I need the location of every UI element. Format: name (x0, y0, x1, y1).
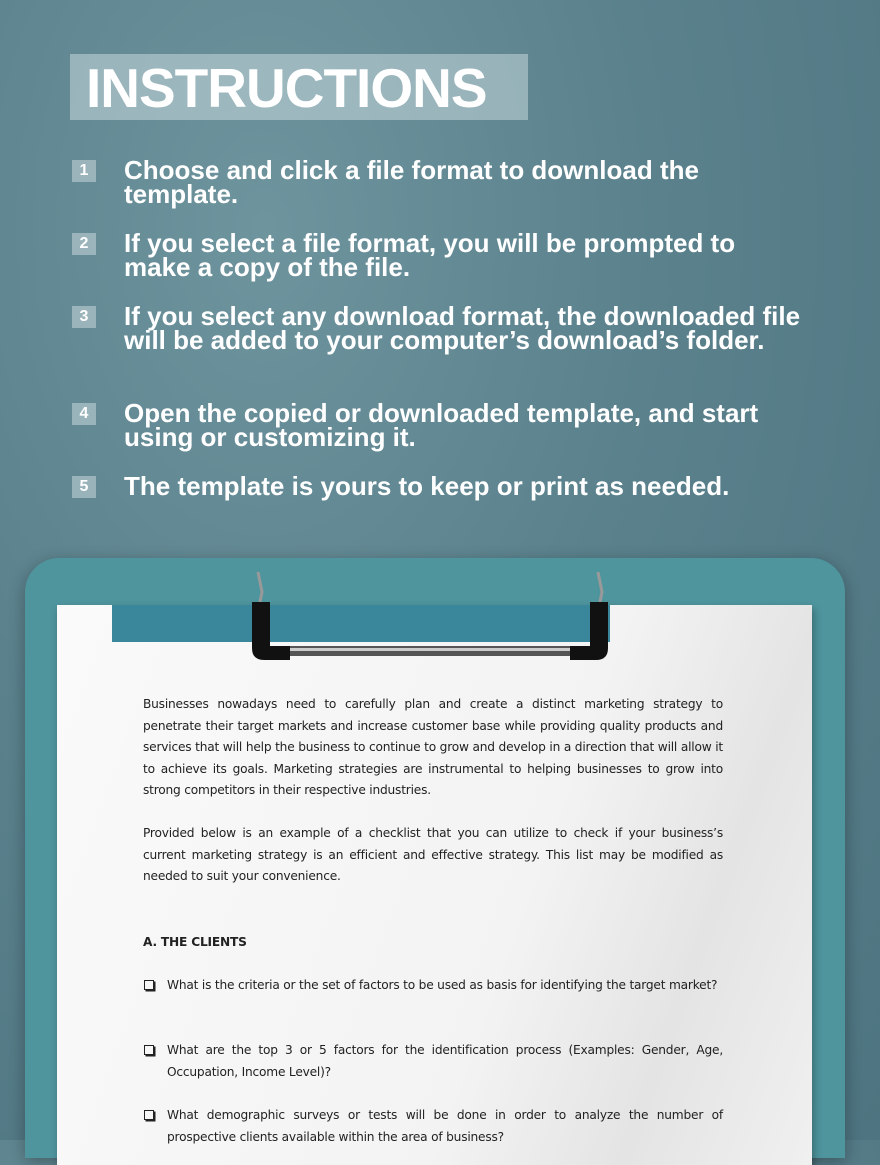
step-number: 2 (72, 233, 96, 255)
checklist-item: What demographic surveys or tests will be done in order to analyze the number of prospective clients available within the area of business? (143, 1105, 723, 1148)
step-number: 1 (72, 160, 96, 182)
section-heading: A. THE CLIENTS (143, 935, 247, 949)
checkbox-icon[interactable] (144, 1110, 154, 1120)
intro-paragraph: Businesses nowadays need to carefully plan and create a distinct marketing strategy to penetrate their target markets and increase customer base while providing quality products and services that will help the business to continue to grow and develop in a direction that will allow it to achieve its goals. Marketing strategies are instrumental to helping businesses to grow into strong competitors in their respective industries. (143, 697, 723, 797)
page-title: INSTRUCTIONS (86, 57, 487, 119)
step-text: Choose and click a file format to download the template. (124, 155, 699, 209)
step-number: 4 (72, 403, 96, 425)
step-number: 3 (72, 306, 96, 328)
checklist-item: What is the criteria or the set of factors to be used as basis for identifying the target market? (143, 975, 723, 997)
checkbox-icon[interactable] (144, 980, 154, 990)
step-text: Open the copied or downloaded template, and start using or customizing it. (124, 398, 759, 452)
step-text: If you select any download format, the downloaded file will be added to your computer’s download’s folder. (124, 301, 801, 355)
step-number: 5 (72, 476, 96, 498)
step-text: If you select a file format, you will be prompted to make a copy of the file. (124, 228, 736, 282)
checkbox-icon[interactable] (144, 1045, 154, 1055)
step-text: The template is yours to keep or print as needed. (124, 471, 730, 501)
checklist-item: What are the top 3 or 5 factors for the identification process (Examples: Gender, Age, Occupation, Income Level)? (143, 1040, 723, 1083)
checklist-intro-paragraph: Provided below is an example of a checklist that you can utilize to check if your business’s current marketing strategy is an efficient and effective strategy. This list may be modified as needed to suit your convenience. (143, 826, 723, 883)
clipboard-clip-icon (250, 572, 610, 662)
